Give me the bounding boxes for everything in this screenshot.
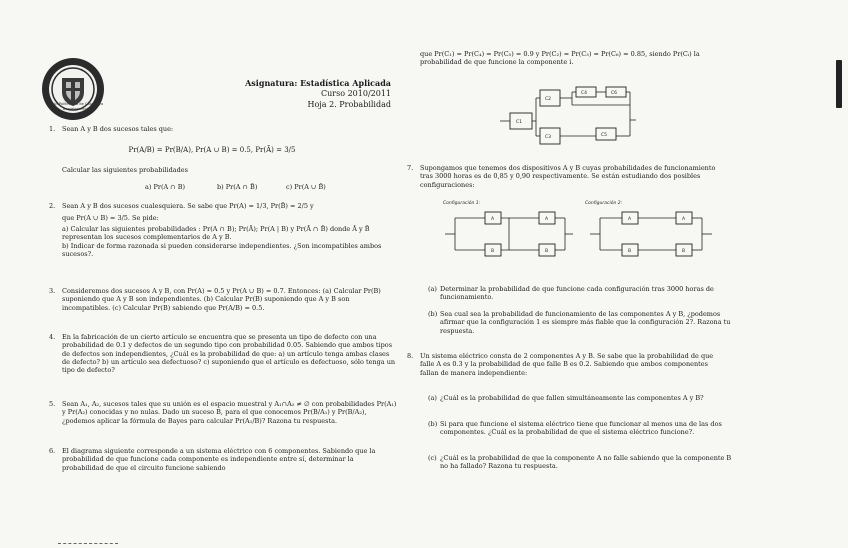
- problem-5: [49, 400, 397, 425]
- problem-1: [49, 125, 397, 133]
- part-label: (b): [428, 420, 438, 428]
- problem-text: El diagrama siguiente corresponde a un sistema eléctrico con 6 componentes. Sabiendo que la probabilidad de que funcione cada componente es independiente entre sí, determinar la probabilidad de que el circuito funcione sabiendo: [62, 447, 376, 472]
- problem-1-formula: Pr(A/B) = Pr(B/A), Pr(A ∪ B) = 0.5, Pr(Ā) = 3/5: [128, 146, 296, 154]
- problem-2: [49, 202, 397, 259]
- part-text: ¿Cuál es la probabilidad de que la componente A no falle sabiendo que la componente B no ha fallado? Razona tu respuesta.: [440, 454, 732, 471]
- problem-1-part-b: b) Pr(A ∩ B̄): [217, 183, 258, 191]
- problem-8-part-c: [428, 454, 735, 471]
- university-seal-icon: [40, 56, 106, 122]
- problem-4: [49, 333, 397, 375]
- problem-text: Sean A y B dos sucesos tales que:: [62, 125, 174, 133]
- scan-edge-mark: [836, 60, 842, 108]
- institution-caption: Univ. Politècnica de Catalunya BarcelonaTech: [48, 102, 104, 111]
- problem-7-part-a: [428, 285, 735, 302]
- problem-text: Un sistema eléctrico consta de 2 componentes A y B. Se sabe que la probabilidad de que falle A es 0.3 y la probabilidad de que falle B es 0.2. Sabiendo que ambos componentes fallan de manera independiente:: [420, 352, 714, 377]
- problem-text: En la fabricación de un cierto artículo se encuentra que se presenta un tipo de defecto con una probabilidad de 0.1 y defectos de un segundo tipo con probabilidad 0.05. Sabiendo que ambos tipos de defectos son independientes, ¿Cuál es la probabilidad de que: a) un artículo tenga ambas clases de defecto? b) un artículo sea defectuoso? c) suponiendo que el artículo es defectuoso, sólo tenga un tipo de defecto?: [62, 333, 396, 375]
- part-text: ¿Cuál es la probabilidad de que fallen simultáneamente las componentes A y B?: [440, 394, 704, 402]
- part-label: (a): [428, 394, 437, 402]
- component-b-label: B: [545, 249, 549, 254]
- part-text: Sea cual sea la probabilidad de funcionamiento de las componentes A y B, ¿podemos afirmar que la configuración 1 es siempre más fiable que la configuración 2?. Razona tu respuesta.: [440, 310, 731, 335]
- component-c2-label: C2: [545, 97, 552, 102]
- configuration-1-diagram: [445, 210, 575, 260]
- part-label: (c): [428, 454, 437, 462]
- problem-8: [407, 352, 725, 377]
- config-1-label: Configuración 1:: [443, 201, 481, 206]
- component-b-label: B: [628, 249, 632, 254]
- problem-number: 5.: [49, 400, 56, 408]
- problem-1-part-a: a) Pr(A ∩ B): [145, 183, 186, 191]
- problem-8-part-b: [428, 420, 735, 437]
- problem-1-part-c: c) Pr(A ∪ B̄): [286, 183, 326, 191]
- config-2-label: Configuración 2:: [585, 201, 623, 206]
- problem-number: 1.: [49, 125, 56, 133]
- scan-dash-mark: [58, 543, 118, 545]
- configuration-2-diagram: [590, 210, 715, 260]
- component-a-label: A: [628, 217, 632, 222]
- component-a-label: A: [545, 217, 549, 222]
- problem-2-part-a: a) Calcular las siguientes probabilidades : Pr(A ∩ B); Pr(Ā); Pr(A | B) y Pr(Ā ∩ B̄) donde Ā y B̄ representan los sucesos complementarios de A y B.: [62, 224, 370, 241]
- circuit-diagram-6: [500, 80, 660, 150]
- part-label: (b): [428, 310, 438, 318]
- component-c4-label: C4: [581, 91, 588, 96]
- problem-number: 3.: [49, 287, 56, 295]
- problem-6-continued: que Pr(C₁) = Pr(C₄) = Pr(C₅) = 0.9 y Pr(C₂) = Pr(C₃) = Pr(C₆) = 0.85, siendo Pr(Cᵢ) la probabilidad de que funcione la componente i.: [420, 50, 700, 67]
- problem-text-line2: que Pr(A ∪ B) = 3/5. Se pide:: [62, 214, 159, 223]
- problem-3: [49, 287, 397, 312]
- component-a-label: A: [682, 217, 686, 222]
- component-c6-label: C6: [611, 91, 618, 96]
- part-text: Determinar la probabilidad de que funcione cada configuración tras 3000 horas de funcionamiento.: [440, 285, 714, 302]
- component-c1-label: C1: [516, 120, 523, 125]
- problem-number: 8.: [407, 352, 414, 360]
- problem-6: [49, 447, 397, 472]
- problem-7: [407, 164, 725, 189]
- problem-7-part-b: [428, 310, 735, 335]
- course-year: Curso 2010/2011: [321, 89, 391, 98]
- problem-text: Consideremos dos sucesos A y B, con Pr(A) = 0.5 y Pr(A ∪ B) = 0.7. Entonces: (a) Calcular Pr(B) suponiendo que A y B son independientes. (b) Calcular Pr(B) suponiendo que A y B son incompatibles. (c) Calcular Pr(B) sabiendo que Pr(A/B) = 0.5.: [62, 287, 381, 312]
- sheet-title: Hoja 2. Probabilidad: [307, 100, 391, 109]
- component-a-label: A: [491, 217, 495, 222]
- part-label: (a): [428, 285, 437, 293]
- part-text: Si para que funcione el sistema eléctrico tiene que funcionar al menos una de las dos componentes. ¿Cuál es la probabilidad de que el sistema eléctrico funcione?.: [440, 420, 722, 437]
- problem-2-part-b: b) Indicar de forma razonada si pueden considerarse independientes. ¿Son incompatibles ambos sucesos?.: [62, 242, 382, 259]
- component-b-label: B: [682, 249, 686, 254]
- component-c3-label: C3: [545, 135, 552, 140]
- component-c5-label: C5: [601, 133, 608, 138]
- problem-number: 2.: [49, 202, 56, 210]
- problem-8-part-a: [428, 394, 735, 402]
- subject-title: Asignatura: Estadística Aplicada: [245, 78, 391, 88]
- problem-1-ask: Calcular las siguientes probabilidades: [62, 166, 188, 174]
- problem-number: 6.: [49, 447, 56, 455]
- problem-text: Sean A₁, A₂, sucesos tales que su unión es el espacio muestral y A₁∩A₂ ≠ ∅ con probabilidades Pr(A₁) y Pr(A₂) conocidas y no nulas. Dado un suceso B, para el que conocemos Pr(B/A₁) y Pr(B/A₂), ¿podemos aplicar la fórmula de Bayes para calcular Pr(A₁/B)? Razona tu respuesta.: [62, 400, 397, 425]
- problem-text: Supongamos que tenemos dos dispositivos A y B cuyas probabilidades de funcionamiento tras 3000 horas es de 0,85 y 0,90 respectivamente. Se están estudiando dos posibles configuraciones:: [420, 164, 716, 189]
- problem-number: 4.: [49, 333, 56, 341]
- problem-number: 7.: [407, 164, 414, 172]
- problem-text-line1: Sean A y B dos sucesos cualesquiera. Se sabe que Pr(A) = 1/3, Pr(B̄) = 2/5 y: [62, 202, 314, 210]
- component-b-label: B: [491, 249, 495, 254]
